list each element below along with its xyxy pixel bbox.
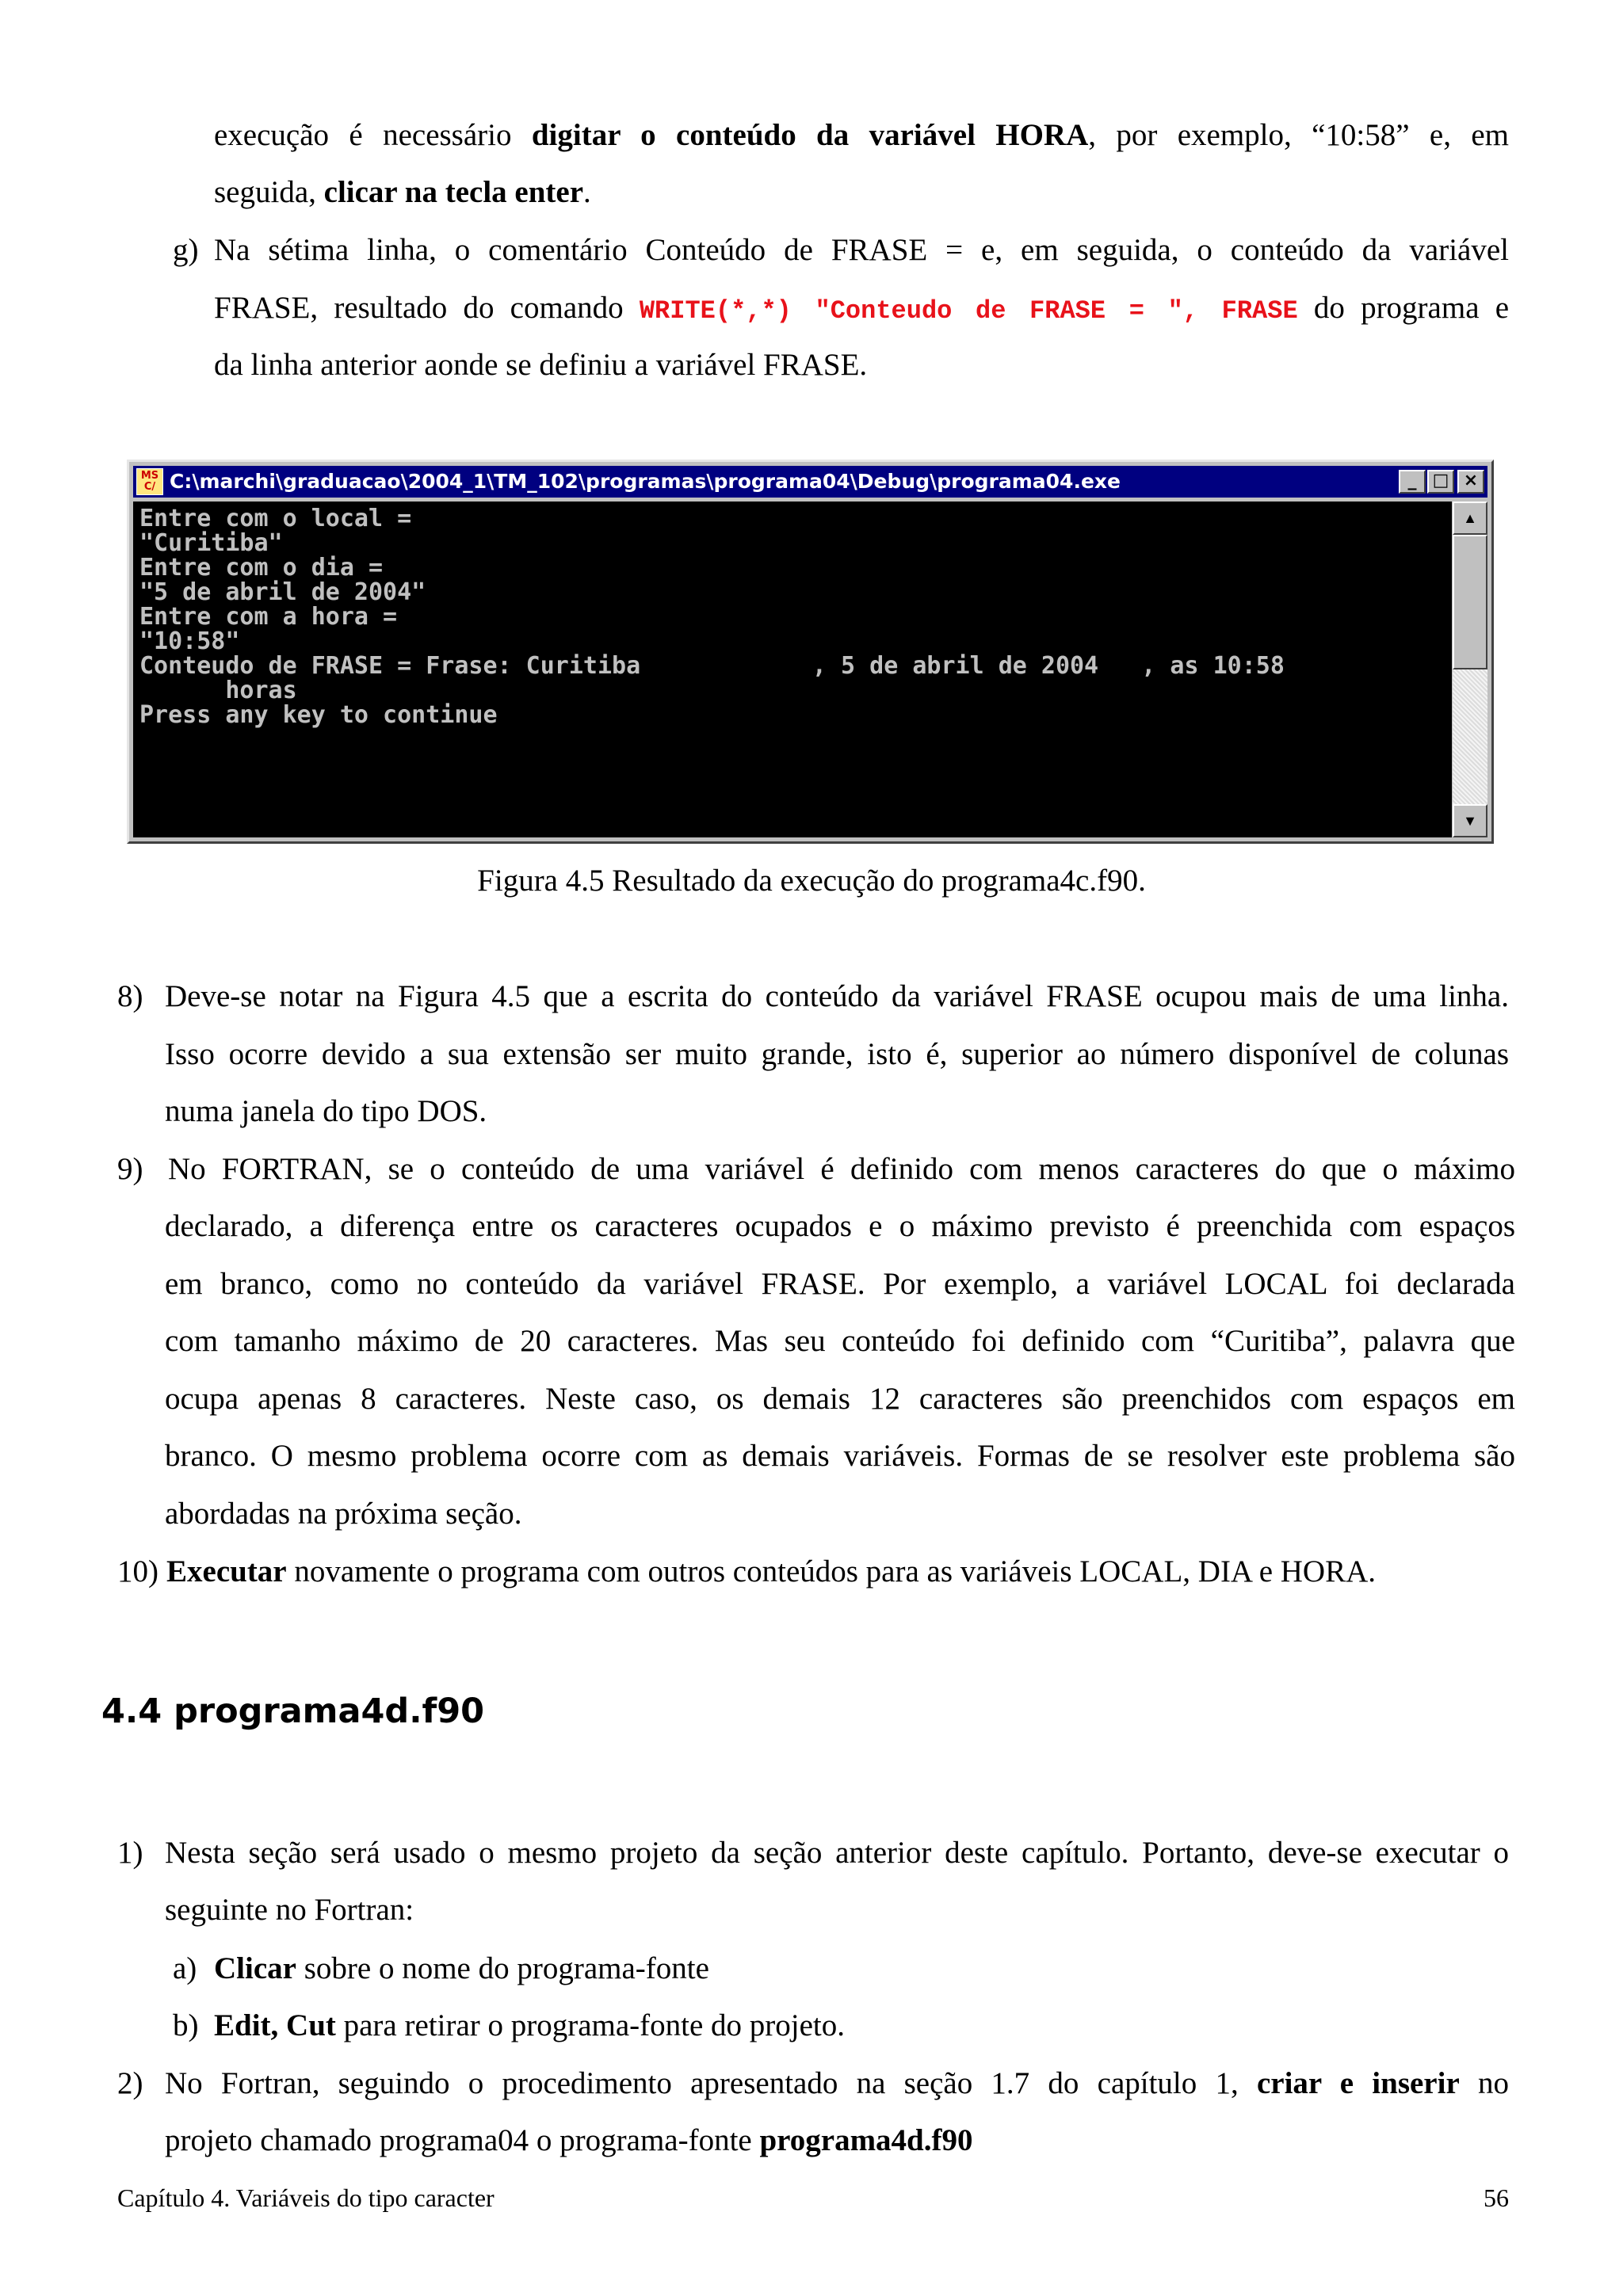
paragraph-line: numa janela do tipo DOS. — [165, 1094, 487, 1128]
paragraph-line: ocupa apenas 8 caracteres. Neste caso, os demais 12 caracteres são preenchidos com espaços em — [165, 1382, 1515, 1416]
console-line: Conteudo de FRASE = Frase: Curitiba , 5 de abril de 2004 , as 10:58 — [139, 652, 1285, 680]
text: . — [583, 175, 591, 209]
paragraph-line: No FORTRAN, se o conteúdo de uma variável é definido com menos caracteres do que o máximo — [168, 1152, 1515, 1186]
paragraph-line — [166, 1543, 1376, 1600]
window-title-bar[interactable] — [133, 466, 1487, 498]
figure-caption: Figura 4.5 Resultado da execução do programa4c.f90. — [477, 864, 1146, 898]
page-number: 56 — [1484, 2183, 1509, 2212]
dos-console-window — [127, 460, 1494, 844]
text: novamente o programa com outros conteúdos para as variáveis LOCAL, DIA e HORA. — [286, 1554, 1377, 1589]
close-button[interactable]: × — [1457, 470, 1484, 494]
text: projeto chamado programa04 o programa-fonte — [165, 2123, 760, 2157]
text: , por exemplo, “10:58” e, em — [1088, 118, 1509, 152]
paragraph-line: em branco, como no conteúdo da variável FRASE. Por exemplo, a variável LOCAL foi declarada — [165, 1267, 1515, 1301]
paragraph-line — [165, 2055, 1509, 2112]
list-label: 8) — [117, 979, 143, 1013]
paragraph-line: abordadas na próxima seção. — [165, 1497, 522, 1531]
list-label: g) — [173, 233, 199, 267]
paragraph-line — [214, 280, 1509, 340]
console-line: "10:58" — [139, 627, 240, 655]
footer-chapter: Capítulo 4. Variáveis do tipo caracter — [117, 2183, 495, 2212]
paragraph-line: Nesta seção será usado o mesmo projeto da seção anterior deste capítulo. Portanto, deve-se executar o — [165, 1836, 1509, 1870]
text: sobre o nome do programa-fonte — [296, 1951, 709, 1985]
console-line: horas — [139, 677, 297, 704]
vertical-scrollbar[interactable] — [1453, 502, 1487, 837]
bold-text: digitar o conteúdo da variável HORA — [531, 118, 1089, 152]
paragraph-line — [214, 1997, 845, 2054]
text: do programa e — [1297, 291, 1510, 325]
window-title: C:\marchi\graduacao\2004_1\TM_102\programas\programa04\Debug\programa04.exe — [170, 470, 1121, 493]
text: execução é necessário — [214, 118, 532, 152]
text: para retirar o programa-fonte do projeto. — [335, 2008, 846, 2042]
text: FRASE, resultado do comando — [214, 291, 640, 325]
paragraph-line: da linha anterior aonde se definiu a variável FRASE. — [214, 348, 868, 382]
list-label: 1) — [117, 1836, 143, 1870]
console-output — [133, 502, 1452, 837]
text: no — [1459, 2066, 1509, 2100]
paragraph-line — [214, 107, 1509, 164]
console-line: Entre com a hora = — [139, 603, 398, 631]
section-heading: 4.4 programa4d.f90 — [101, 1691, 485, 1731]
paragraph-line: declarado, a diferença entre os caracteres ocupados e o máximo previsto é preenchida com espaços — [165, 1209, 1515, 1243]
bold-text: Executar — [166, 1554, 287, 1589]
list-label: a) — [173, 1951, 197, 1985]
console-line: Entre com o local = — [139, 505, 412, 532]
paragraph-line: Deve-se notar na Figura 4.5 que a escrita do conteúdo da variável FRASE ocupou mais de uma linha. — [165, 979, 1509, 1013]
list-label: b) — [173, 2008, 199, 2042]
msdev-app-icon: MS C/ — [136, 468, 163, 495]
list-label: 9) — [117, 1152, 143, 1186]
scroll-down-arrow-icon[interactable]: ▼ — [1453, 804, 1487, 837]
bold-text: criar e inserir — [1256, 2066, 1460, 2100]
console-line: "5 de abril de 2004" — [139, 578, 426, 606]
scroll-up-arrow-icon[interactable]: ▲ — [1453, 502, 1487, 535]
bold-text: programa4d.f90 — [759, 2123, 973, 2157]
list-label: 2) — [117, 2066, 143, 2100]
console-line: Press any key to continue — [139, 701, 498, 729]
scroll-thumb[interactable] — [1453, 535, 1487, 669]
paragraph-line: com tamanho máximo de 20 caracteres. Mas seu conteúdo foi definido com “Curitiba”, palavra que — [165, 1324, 1515, 1358]
text: seguida, — [214, 175, 324, 209]
minimize-button[interactable]: _ — [1399, 470, 1426, 494]
bold-text: clicar na tecla enter — [323, 175, 584, 209]
bold-text: Edit, Cut — [214, 2008, 336, 2042]
console-line: "Curitiba" — [139, 529, 283, 557]
bold-text: Clicar — [214, 1951, 296, 1985]
paragraph-line: seguinte no Fortran: — [165, 1893, 414, 1927]
paragraph-line — [214, 1940, 709, 1997]
text: No Fortran, seguindo o procedimento apresentado na seção 1.7 do capítulo 1, — [165, 2066, 1257, 2100]
code-snippet: WRITE(*,*) "Conteudo de FRASE = ", FRASE — [639, 296, 1298, 326]
paragraph-line: Isso ocorre devido a sua extensão ser muito grande, isto é, superior ao número disponível de colunas — [165, 1037, 1509, 1071]
paragraph-line — [214, 164, 1509, 221]
paragraph-line: branco. O mesmo problema ocorre com as demais variáveis. Formas de se resolver este problema são — [165, 1439, 1515, 1473]
paragraph-line — [165, 2112, 973, 2169]
paragraph-line: Na sétima linha, o comentário Conteúdo de FRASE = e, em seguida, o conteúdo da variável — [214, 233, 1509, 267]
console-line: Entre com o dia = — [139, 554, 384, 582]
maximize-button[interactable]: □ — [1427, 470, 1454, 494]
list-label: 10) — [117, 1554, 158, 1589]
